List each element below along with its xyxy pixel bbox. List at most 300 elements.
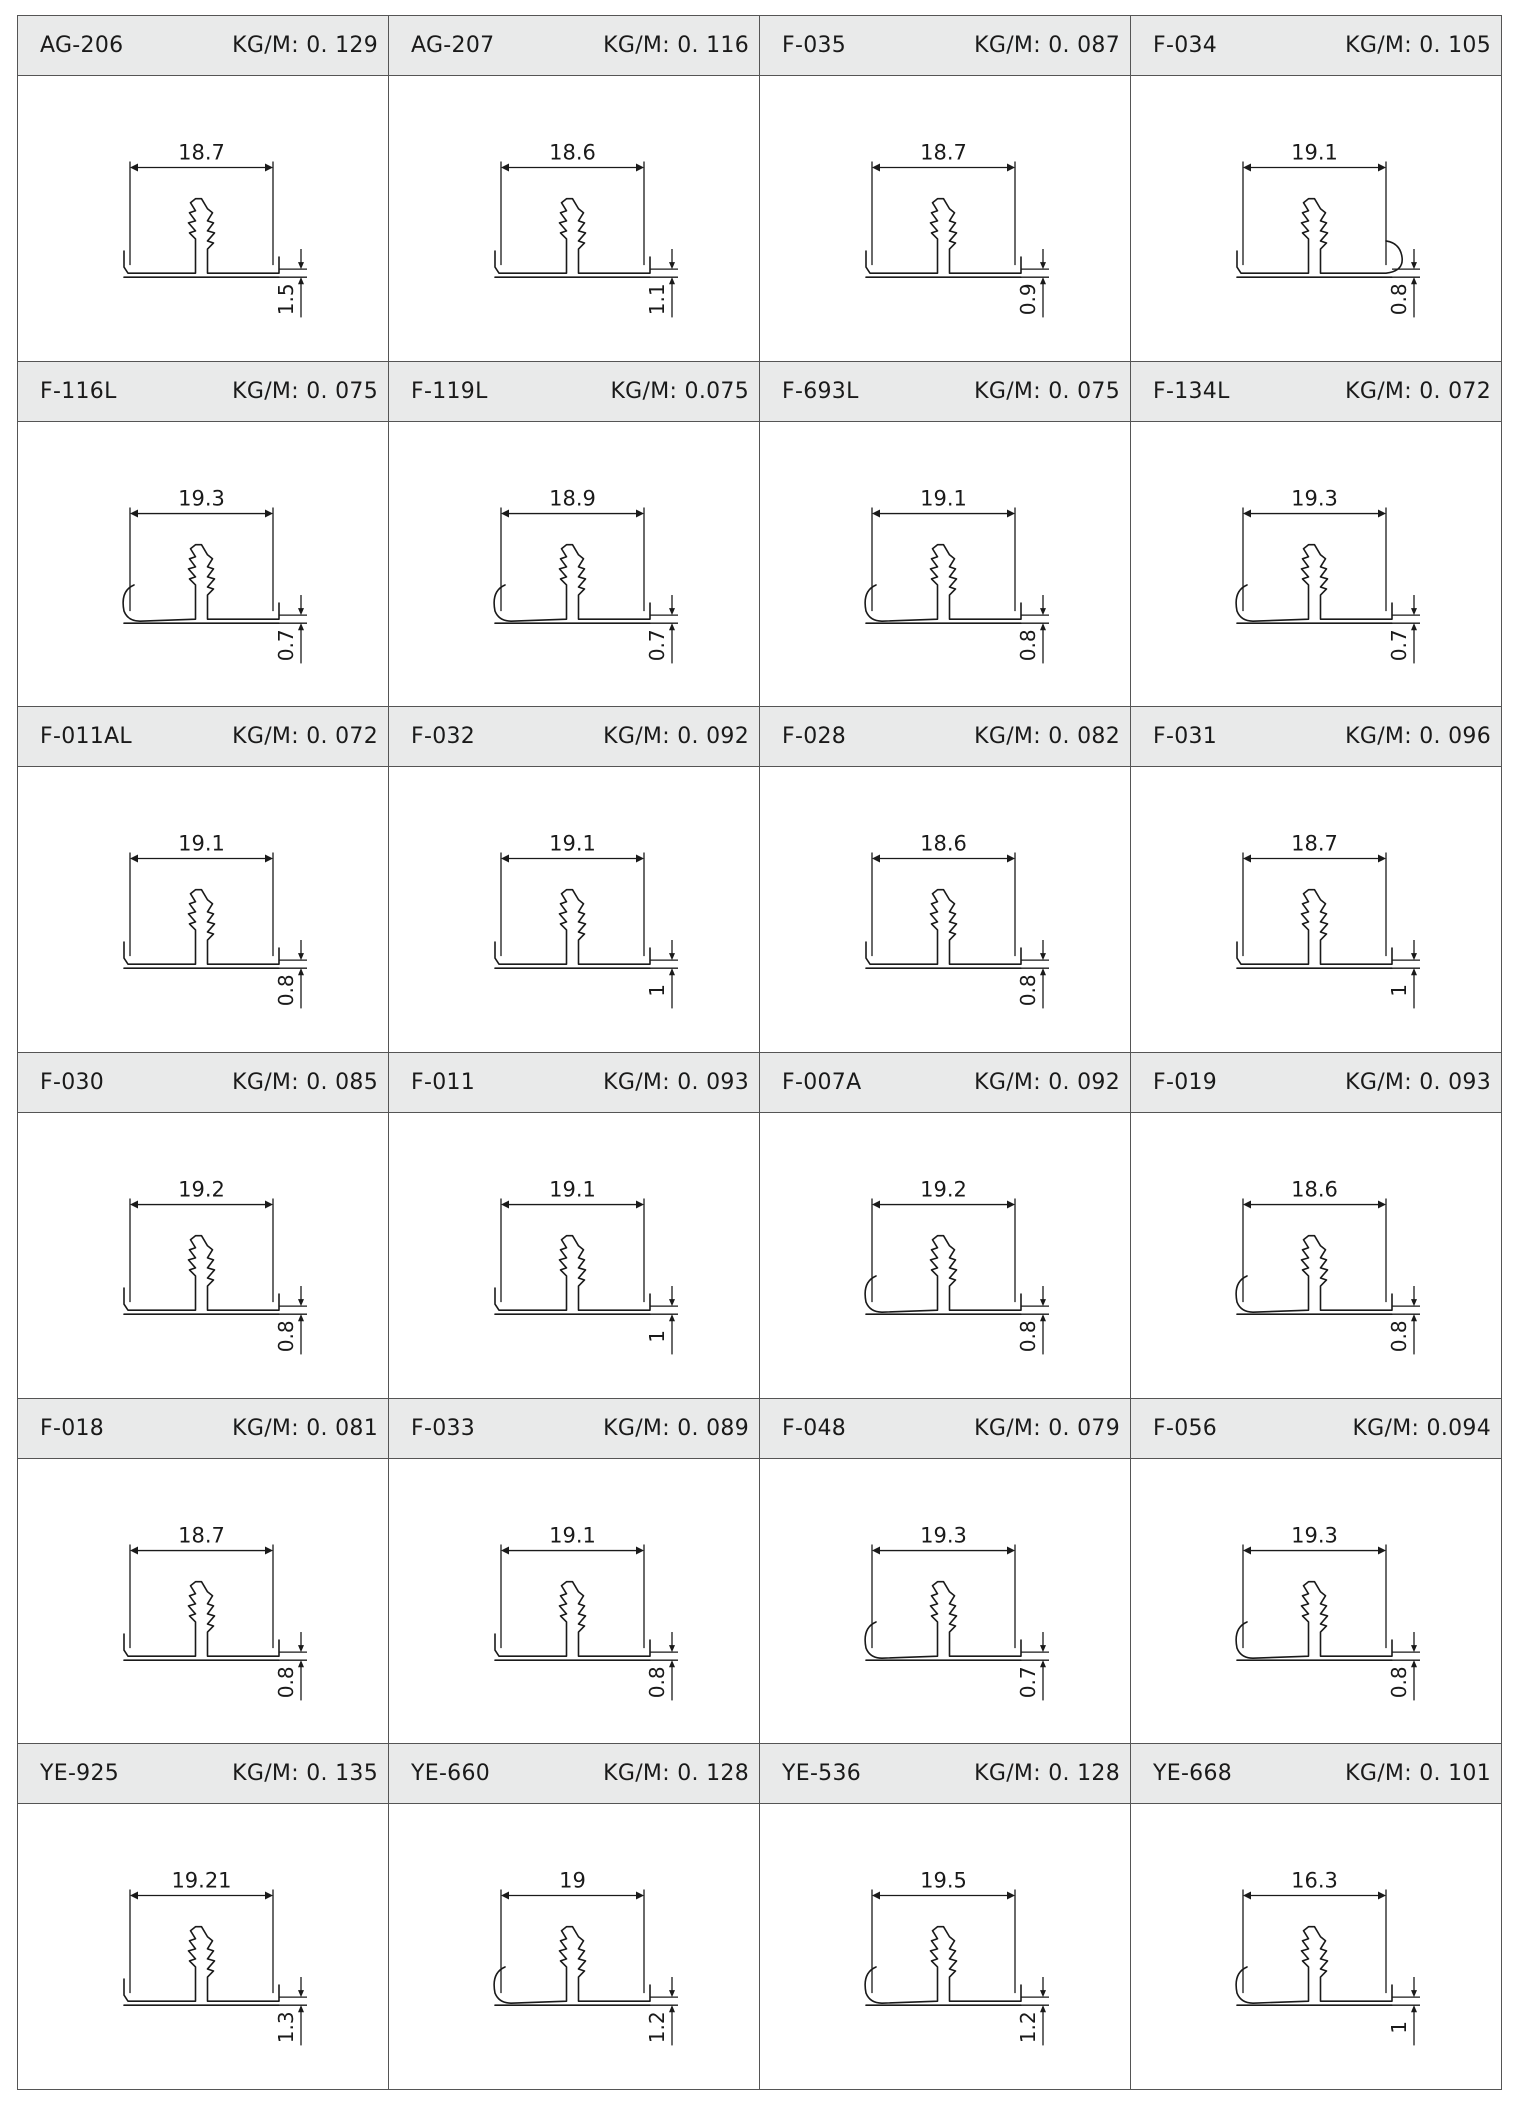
thickness-dimension-label: 1.3 [274,2011,298,2044]
profile-card-ag-206 [18,16,389,362]
width-arrow-right [265,1200,273,1208]
profile-outline [494,1927,650,2003]
profile-code: F-034 [1153,33,1218,58]
profile-outline [1237,199,1402,273]
profile-card-header [1131,1399,1501,1459]
profile-code: F-032 [411,724,476,750]
profile-drawing-area [18,1113,388,1398]
weight-per-meter [603,1416,749,1441]
kgm-label: KG/M: [1345,378,1412,404]
thickness-arrow-top [1411,953,1417,960]
kgm-value: 0. 093 [1419,1069,1491,1095]
profile-card-header [760,707,1130,767]
width-arrow-left [1243,1892,1251,1900]
profile-code: F-028 [782,724,847,750]
profile-card-header [1131,16,1501,76]
profile-code: F-035 [782,33,847,58]
profile-outline [123,544,279,620]
profile-code: F-011 [411,1069,476,1095]
thickness-dimension-label: 0.8 [274,974,298,1007]
width-dimension-label: 19.21 [171,1867,232,1893]
width-dimension-label: 19.2 [920,1176,967,1202]
thickness-arrow-bottom [1411,277,1417,284]
width-arrow-right [1007,1200,1015,1208]
profile-outline [865,1236,1021,1312]
kgm-label: KG/M: [603,1415,670,1441]
width-arrow-right [265,164,273,172]
width-dimension-label: 18.7 [1291,830,1338,856]
profile-outline [865,1581,1021,1657]
thickness-dimension-label: 1 [1387,984,1411,998]
width-arrow-right [1007,1892,1015,1900]
kgm-label: KG/M: [974,378,1041,404]
weight-per-meter [974,33,1120,58]
profile-cross-section-drawing [760,76,1130,361]
width-arrow-right [636,1200,644,1208]
profile-card-header [389,16,759,76]
weight-per-meter [232,33,378,58]
profile-outline [865,1927,1021,2003]
profile-card-header [18,1053,388,1113]
width-arrow-left [501,1546,509,1554]
kgm-label: KG/M: [974,1761,1041,1787]
profile-card-ye-668 [1131,1744,1502,2090]
kgm-value: 0. 079 [1048,1415,1120,1441]
profile-card-header [760,1399,1130,1459]
width-arrow-right [636,164,644,172]
thickness-dimension-label: 1.5 [274,283,298,316]
kgm-label: KG/M: [232,724,299,750]
profile-code: YE-536 [782,1761,862,1787]
profile-drawing-area [1131,1459,1501,1744]
weight-per-meter [603,724,749,749]
profile-outline [1236,1927,1392,2003]
width-arrow-right [636,1892,644,1900]
width-arrow-right [1378,164,1386,172]
profile-outline [124,890,279,964]
width-arrow-left [130,164,138,172]
weight-per-meter [974,1761,1120,1786]
profile-cross-section-drawing [18,767,388,1052]
profile-outline [1237,890,1392,964]
profile-drawing-area [1131,767,1501,1052]
kgm-value: 0. 089 [677,1415,749,1441]
profile-code: F-056 [1153,1415,1218,1441]
profile-card-header [389,1744,759,1804]
weight-per-meter [232,1416,378,1441]
profile-outline [1236,1581,1392,1657]
profile-card-header [18,707,388,767]
thickness-arrow-top [669,1990,675,1997]
width-dimension-label: 18.9 [549,485,596,511]
thickness-arrow-bottom [1411,968,1417,975]
profile-cross-section-drawing [760,1459,1130,1744]
profile-drawing-area [18,76,388,361]
width-dimension-label: 19.1 [1291,139,1338,165]
kgm-label: KG/M: [1345,33,1412,58]
width-arrow-left [872,1546,880,1554]
profile-code: F-019 [1153,1069,1218,1095]
thickness-dimension-label: 0.8 [645,1665,669,1698]
profile-cross-section-drawing [760,1804,1130,2089]
width-dimension-label: 19.3 [1291,1522,1338,1548]
thickness-dimension-label: 0.7 [274,628,298,661]
thickness-arrow-bottom [1040,2005,1046,2012]
width-arrow-right [1007,855,1015,863]
weight-per-meter [232,1761,378,1786]
profile-outline [495,890,650,964]
width-arrow-left [872,509,880,517]
kgm-value: 0. 075 [1048,378,1120,404]
kgm-value: 0. 128 [1048,1761,1120,1787]
profile-cross-section-drawing [760,1113,1130,1398]
profile-drawing-area [760,76,1130,361]
profile-card-f-033 [389,1399,760,1745]
profile-outline [494,544,650,620]
width-arrow-right [1007,1546,1015,1554]
profile-drawing-area [18,422,388,707]
profile-code: F-116L [40,378,117,404]
kgm-value: 0. 105 [1419,33,1491,58]
thickness-arrow-top [1411,262,1417,269]
thickness-dimension-label: 1.2 [645,2011,669,2044]
thickness-arrow-top [298,1645,304,1652]
profile-drawing-area [18,1459,388,1744]
profile-card-f-034 [1131,16,1502,362]
profile-card-ye-660 [389,1744,760,2090]
weight-per-meter [1345,724,1491,749]
profile-card-header [760,1053,1130,1113]
profile-card-f-119l [389,362,760,708]
width-dimension-label: 19.3 [920,1522,967,1548]
kgm-label: KG/M: [232,1415,299,1441]
thickness-dimension-label: 0.8 [1387,283,1411,316]
profile-drawing-area [389,76,759,361]
kgm-label: KG/M: [1345,724,1412,750]
weight-per-meter [1352,1416,1491,1441]
width-dimension-label: 16.3 [1291,1867,1338,1893]
profile-card-header [760,16,1130,76]
thickness-dimension-label: 0.8 [1016,1320,1040,1353]
thickness-dimension-label: 0.7 [645,628,669,661]
profile-drawing-area [389,767,759,1052]
kgm-value: 0. 087 [1048,33,1120,58]
thickness-arrow-bottom [298,2005,304,2012]
profile-cross-section-drawing [18,1804,388,2089]
thickness-arrow-bottom [1411,2005,1417,2012]
weight-per-meter [232,379,378,404]
thickness-dimension-label: 0.8 [1387,1665,1411,1698]
width-dimension-label: 19 [559,1867,586,1893]
profile-drawing-area [389,1459,759,1744]
width-arrow-right [1378,1892,1386,1900]
weight-per-meter [1345,379,1491,404]
thickness-arrow-bottom [1040,968,1046,975]
profile-drawing-area [1131,1113,1501,1398]
width-arrow-left [501,1892,509,1900]
profile-code: F-033 [411,1415,476,1441]
kgm-value: 0. 129 [306,33,378,58]
thickness-arrow-bottom [1040,623,1046,630]
weight-per-meter [1345,1070,1491,1095]
profile-drawing-area [389,1804,759,2089]
width-arrow-left [872,855,880,863]
kgm-label: KG/M: [603,1761,670,1787]
width-arrow-left [501,509,509,517]
thickness-dimension-label: 1.1 [645,283,669,316]
profile-cross-section-drawing [1131,76,1501,361]
profile-card-header [18,1744,388,1804]
profile-card-f-048 [760,1399,1131,1745]
profile-catalog-grid [17,15,1502,2090]
profile-cross-section-drawing [18,76,388,361]
profile-card-f-031 [1131,707,1502,1053]
profile-card-f-134l [1131,362,1502,708]
kgm-value: 0. 075 [306,378,378,404]
width-arrow-right [265,1892,273,1900]
width-arrow-right [1378,1546,1386,1554]
kgm-value: 0. 082 [1048,724,1120,750]
width-dimension-label: 18.7 [178,139,225,165]
profile-outline [124,1927,279,2001]
profile-cross-section-drawing [18,1113,388,1398]
thickness-arrow-bottom [669,1660,675,1667]
profile-card-f-035 [760,16,1131,362]
profile-cross-section-drawing [1131,767,1501,1052]
profile-cross-section-drawing [389,1459,759,1744]
profile-drawing-area [389,1113,759,1398]
thickness-arrow-top [1040,608,1046,615]
profile-drawing-area [1131,1804,1501,2089]
weight-per-meter [603,1070,749,1095]
profile-code: F-030 [40,1069,105,1095]
profile-card-header [389,1399,759,1459]
width-arrow-left [130,509,138,517]
width-arrow-left [130,855,138,863]
thickness-arrow-top [669,1645,675,1652]
kgm-value: 0. 072 [306,724,378,750]
thickness-dimension-label: 1.2 [1016,2011,1040,2044]
profile-code: F-007A [782,1069,862,1095]
width-dimension-label: 19.1 [549,1522,596,1548]
profile-card-f-011 [389,1053,760,1399]
kgm-label: KG/M: [974,33,1041,58]
thickness-arrow-bottom [1040,277,1046,284]
kgm-value: 0. 092 [1048,1069,1120,1095]
profile-cross-section-drawing [1131,1804,1501,2089]
kgm-label: KG/M: [974,1415,1041,1441]
weight-per-meter [603,1761,749,1786]
thickness-arrow-bottom [298,623,304,630]
kgm-value: 0. 092 [677,724,749,750]
profile-card-header [18,16,388,76]
width-dimension-label: 19.3 [1291,485,1338,511]
width-arrow-left [872,1892,880,1900]
width-arrow-left [1243,1546,1251,1554]
profile-outline [124,1236,279,1310]
weight-per-meter [1345,1761,1491,1786]
profile-drawing-area [760,1804,1130,2089]
width-arrow-left [501,1200,509,1208]
thickness-arrow-bottom [1411,1660,1417,1667]
kgm-value: 0. 101 [1419,1761,1491,1787]
kgm-value: 0. 093 [677,1069,749,1095]
width-arrow-right [636,855,644,863]
thickness-arrow-bottom [1411,1314,1417,1321]
thickness-arrow-bottom [1040,1660,1046,1667]
width-arrow-left [1243,164,1251,172]
thickness-arrow-bottom [669,1314,675,1321]
kgm-label: KG/M: [974,724,1041,750]
thickness-arrow-top [1040,1645,1046,1652]
profile-cross-section-drawing [389,76,759,361]
weight-per-meter [974,724,1120,749]
profile-code: F-018 [40,1415,105,1441]
thickness-dimension-label: 0.8 [1016,628,1040,661]
thickness-dimension-label: 0.7 [1387,628,1411,661]
kgm-label: KG/M: [232,33,299,58]
thickness-arrow-top [1040,1299,1046,1306]
profile-drawing-area [18,1804,388,2089]
width-arrow-left [501,164,509,172]
kgm-label: KG/M: [1345,1069,1412,1095]
width-arrow-left [1243,855,1251,863]
kgm-value: 0. 135 [306,1761,378,1787]
width-dimension-label: 19.1 [178,830,225,856]
width-dimension-label: 18.6 [920,830,967,856]
kgm-label: KG/M: [610,378,678,404]
thickness-arrow-top [298,262,304,269]
thickness-arrow-bottom [298,277,304,284]
thickness-dimension-label: 0.9 [1016,283,1040,316]
width-dimension-label: 19.1 [549,1176,596,1202]
width-dimension-label: 18.7 [920,139,967,165]
profile-cross-section-drawing [389,767,759,1052]
kgm-label: KG/M: [232,1761,299,1787]
profile-card-header [1131,1053,1501,1113]
profile-code: F-031 [1153,724,1218,750]
kgm-value: 0. 085 [306,1069,378,1095]
kgm-value: 0. 072 [1419,378,1491,404]
profile-card-header [389,1053,759,1113]
profile-outline [495,1236,650,1310]
width-arrow-left [1243,1200,1251,1208]
width-arrow-right [636,1546,644,1554]
profile-card-header [389,707,759,767]
profile-outline [1236,544,1392,620]
thickness-arrow-top [298,1299,304,1306]
profile-card-f-116l [18,362,389,708]
thickness-dimension-label: 0.8 [274,1320,298,1353]
profile-code: F-011AL [40,724,132,750]
profile-drawing-area [1131,422,1501,707]
profile-code: YE-660 [411,1761,491,1787]
kgm-label: KG/M: [232,378,299,404]
profile-card-ye-536 [760,1744,1131,2090]
thickness-dimension-label: 0.8 [1387,1320,1411,1353]
profile-card-f-030 [18,1053,389,1399]
profile-card-f-011al [18,707,389,1053]
profile-card-f-007a [760,1053,1131,1399]
profile-outline [866,890,1021,964]
profile-card-header [18,362,388,422]
profile-card-ag-207 [389,16,760,362]
width-arrow-left [130,1546,138,1554]
thickness-arrow-top [298,1990,304,1997]
weight-per-meter [232,724,378,749]
profile-outline [495,1581,650,1655]
weight-per-meter [974,1416,1120,1441]
profile-drawing-area [1131,76,1501,361]
width-arrow-right [1378,855,1386,863]
weight-per-meter [974,1070,1120,1095]
profile-card-f-693l [760,362,1131,708]
width-arrow-left [130,1892,138,1900]
thickness-arrow-bottom [669,2005,675,2012]
width-dimension-label: 19.5 [920,1867,967,1893]
thickness-arrow-top [669,262,675,269]
kgm-value: 0.094 [1426,1415,1491,1441]
thickness-arrow-bottom [298,1660,304,1667]
thickness-dimension-label: 0.7 [1016,1665,1040,1698]
width-dimension-label: 19.3 [178,485,225,511]
profile-cross-section-drawing [1131,1459,1501,1744]
thickness-arrow-bottom [298,1314,304,1321]
profile-outline [865,544,1021,620]
kgm-label: KG/M: [1352,1415,1420,1441]
profile-card-header [1131,707,1501,767]
thickness-arrow-bottom [1411,623,1417,630]
profile-outline [866,199,1021,273]
profile-cross-section-drawing [760,767,1130,1052]
weight-per-meter [1345,33,1491,58]
thickness-arrow-top [1040,1990,1046,1997]
profile-cross-section-drawing [389,1804,759,2089]
width-arrow-right [1378,509,1386,517]
profile-outline [124,1581,279,1655]
profile-card-header [760,362,1130,422]
profile-cross-section-drawing [389,1113,759,1398]
profile-code: YE-668 [1153,1761,1233,1787]
profile-drawing-area [760,422,1130,707]
thickness-arrow-top [1411,1645,1417,1652]
weight-per-meter [610,379,749,404]
weight-per-meter [232,1070,378,1095]
width-arrow-right [265,855,273,863]
profile-outline [1236,1236,1392,1312]
profile-card-f-056 [1131,1399,1502,1745]
profile-code: F-048 [782,1415,847,1441]
width-arrow-left [501,855,509,863]
profile-card-ye-925 [18,1744,389,2090]
profile-code: F-693L [782,378,859,404]
thickness-arrow-top [1040,262,1046,269]
thickness-arrow-bottom [669,623,675,630]
width-arrow-right [1378,1200,1386,1208]
thickness-arrow-top [669,608,675,615]
profile-cross-section-drawing [760,422,1130,707]
thickness-arrow-bottom [669,968,675,975]
thickness-arrow-bottom [669,277,675,284]
profile-cross-section-drawing [1131,422,1501,707]
weight-per-meter [603,33,749,58]
width-arrow-right [1007,164,1015,172]
thickness-arrow-top [1411,1299,1417,1306]
thickness-arrow-top [298,608,304,615]
kgm-label: KG/M: [974,1069,1041,1095]
profile-cross-section-drawing [1131,1113,1501,1398]
width-arrow-right [265,509,273,517]
